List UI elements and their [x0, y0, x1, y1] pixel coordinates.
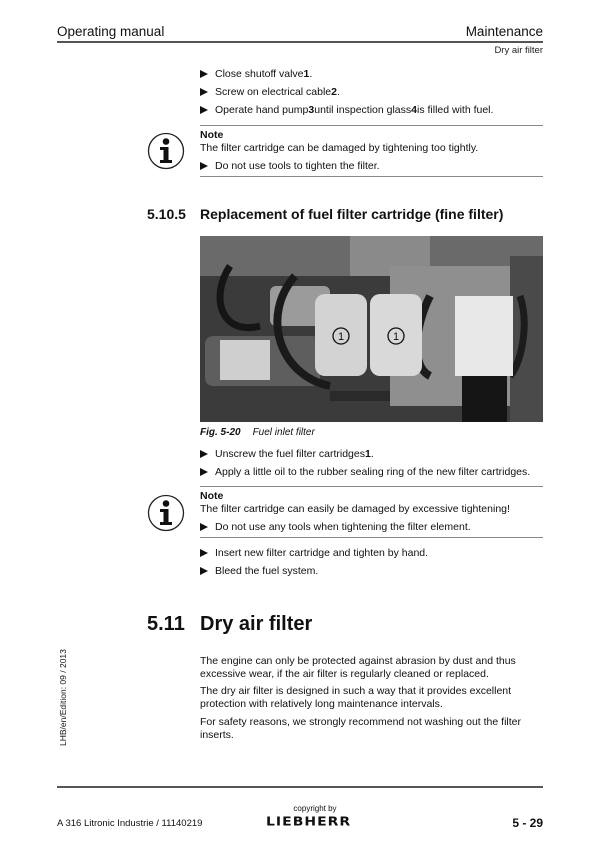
info-icon [147, 132, 185, 170]
paragraph: The engine can only be protected against abrasion by dust and thus excessive wear, if the air filter is regularly cleaned or replaced. [200, 655, 516, 680]
note-divider-bottom [200, 176, 543, 177]
paragraph: The dry air filter is designed in such a way that it provides excellent protection with relatively long maintenance intervals. [200, 685, 512, 710]
note-step [200, 160, 380, 172]
note-text: The filter cartridge can be damaged by tightening too tightly. [200, 142, 479, 154]
footer-model: A 316 Litronic Industrie / 11140219 [57, 818, 203, 829]
step-text: Insert new filter cartridge and tighten by hand. [215, 547, 429, 559]
note-step [200, 521, 471, 533]
figure-caption-text: Fuel inlet filter [252, 427, 315, 438]
footer-copyright: copyright by [293, 804, 337, 813]
paragraph: For safety reasons, we strongly recommend not washing out the filter inserts. [200, 716, 521, 741]
note-text: The filter cartridge can easily be damaged by excessive tightening! [200, 503, 510, 515]
step-ref: 1 [364, 448, 371, 460]
step-item [200, 68, 312, 80]
step-text: Do not use tools to tighten the filter. [215, 160, 380, 172]
step-item [200, 86, 340, 98]
note-title: Note [200, 129, 224, 141]
step-item [200, 547, 428, 559]
header-manual-title: Operating manual [57, 24, 165, 39]
figure-label: Fig. 5-20 [200, 427, 241, 438]
bullet-arrow-icon [200, 549, 208, 557]
bullet-arrow-icon [200, 450, 208, 458]
edition-label: LHB/en/Edition: 09 / 2013 [58, 649, 68, 746]
engine-photo-illustration [200, 236, 543, 422]
header-section: Dry air filter [494, 45, 543, 56]
callout-1-label: 1 [337, 331, 345, 343]
bullet-arrow-icon [200, 523, 208, 531]
step-ref: 1 [303, 68, 310, 80]
note-divider-top [200, 486, 543, 487]
note-divider-top [200, 125, 543, 126]
bullet-arrow-icon [200, 70, 208, 78]
step-text: Close shutoff valve [215, 68, 304, 80]
header-divider [57, 41, 543, 43]
step-text: Do not use any tools when tightening the filter element. [215, 521, 471, 533]
step-text: until inspection glass [314, 104, 412, 116]
step-item [200, 565, 318, 577]
header-chapter: Maintenance [465, 24, 543, 39]
step-ref: 3 [308, 104, 315, 116]
step-text-end: . [336, 86, 340, 98]
note-title: Note [200, 490, 224, 502]
step-ref: 4 [411, 104, 417, 116]
step-text: Unscrew the fuel filter cartridges [215, 448, 365, 460]
chapter-number: 5.11 [147, 613, 185, 635]
step-text: Bleed the fuel system. [215, 565, 319, 577]
section-number: 5.10.5 [147, 206, 186, 222]
step-text-end: . [370, 448, 374, 460]
liebherr-logo: LIEBHERR [266, 814, 352, 830]
step-text-end: is filled with fuel. [416, 104, 494, 116]
footer-divider [57, 786, 543, 788]
info-icon [147, 494, 185, 532]
bullet-arrow-icon [200, 567, 208, 575]
step-ref: 2 [331, 86, 337, 98]
step-item [200, 466, 530, 478]
section-title: Replacement of fuel filter cartridge (fine filter) [200, 206, 504, 222]
chapter-title: Dry air filter [200, 613, 313, 635]
step-item [200, 448, 374, 460]
bullet-arrow-icon [200, 162, 208, 170]
step-item [200, 104, 493, 116]
step-text: Screw on electrical cable [215, 86, 332, 98]
note-divider-bottom [200, 537, 543, 538]
step-text: Apply a little oil to the rubber sealing ring of the new filter cartridges. [215, 466, 531, 478]
bullet-arrow-icon [200, 468, 208, 476]
step-text-end: . [309, 68, 313, 80]
figure-photo-fuel-filters [200, 236, 543, 422]
step-text: Operate hand pump [215, 104, 309, 116]
page-number: 5 - 29 [512, 816, 543, 830]
callout-1-label: 1 [392, 331, 400, 343]
figure-caption [200, 427, 315, 438]
bullet-arrow-icon [200, 106, 208, 114]
bullet-arrow-icon [200, 88, 208, 96]
